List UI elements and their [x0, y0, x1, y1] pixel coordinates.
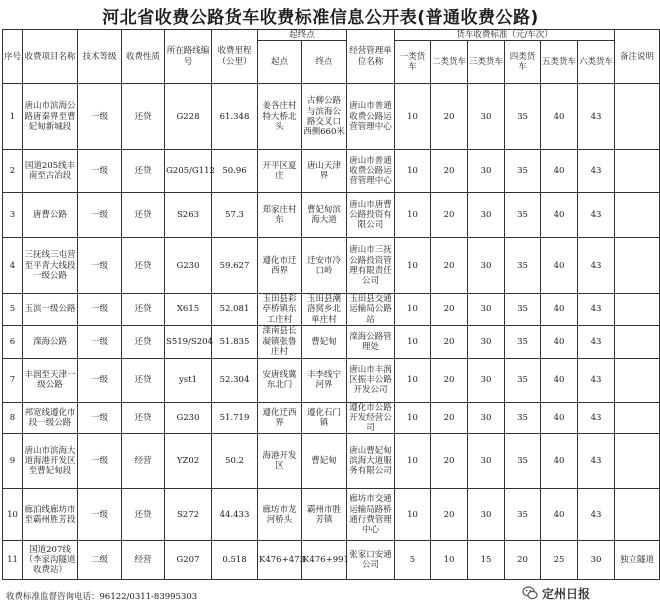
- cell-grade: 一级: [78, 294, 122, 326]
- cell-fee-class-2: 20: [431, 402, 468, 434]
- cell-nature: 还贷: [122, 358, 165, 402]
- header-end: 终点: [302, 41, 347, 84]
- cell-fee-class-6: 43: [578, 402, 615, 434]
- cell-operator: 遵化市公路开发经营公司: [347, 402, 395, 434]
- cell-fee-class-3: 30: [468, 434, 505, 489]
- table-row: [3, 238, 660, 294]
- cell-project: 邦宽线遵化市段一级公路: [23, 402, 78, 434]
- cell-fee-class-6: 43: [578, 238, 615, 294]
- cell-mileage: 51.719: [212, 402, 258, 434]
- cell-project: 国道207线（李家沟隧道收费站）: [23, 541, 78, 580]
- cell-fee-class-3: 30: [468, 294, 505, 326]
- cell-nature: 还贷: [122, 402, 165, 434]
- cell-fee-class-3: 30: [468, 238, 505, 294]
- cell-fee-class-5: 40: [541, 489, 578, 541]
- cell-remark: [615, 402, 660, 434]
- cell-fee-class-6: 43: [578, 294, 615, 326]
- cell-end: 霸州市胜芳镇: [302, 489, 347, 541]
- cell-fee-class-4: 35: [505, 434, 541, 489]
- cell-grade: 一级: [78, 358, 122, 402]
- cell-fee-class-6: 43: [578, 84, 615, 150]
- cell-end: 迁安市冷口岭: [302, 238, 347, 294]
- cell-nature: 还贷: [122, 84, 165, 150]
- cell-operator: 张家口安通公司: [347, 541, 395, 580]
- cell-seq: 6: [3, 325, 23, 358]
- table-row: [3, 325, 660, 358]
- cell-fee-class-2: 20: [431, 358, 468, 402]
- table-row: [3, 402, 660, 434]
- cell-grade: 一级: [78, 325, 122, 358]
- cell-grade: 一级: [78, 434, 122, 489]
- cell-fee-class-1: 10: [395, 402, 431, 434]
- cell-seq: 10: [3, 489, 23, 541]
- cell-start: 遵化迁西界: [258, 402, 302, 434]
- cell-route: yst1: [165, 358, 212, 402]
- cell-fee-class-1: 10: [395, 193, 431, 238]
- cell-remark: [615, 434, 660, 489]
- cell-operator: 唐山市三抚公路投资管理有限责任公司: [347, 238, 395, 294]
- cell-route: YZ02: [165, 434, 212, 489]
- cell-grade: 一级: [78, 84, 122, 150]
- cell-operator: 唐山市丰润区振丰公路开发公司: [347, 358, 395, 402]
- cell-remark: [615, 294, 660, 326]
- cell-end: 古柳公路与滨海公路交叉口西侧660米: [302, 84, 347, 150]
- cell-seq: 7: [3, 358, 23, 402]
- cell-mileage: 61.348: [212, 84, 258, 150]
- cell-seq: 9: [3, 434, 23, 489]
- header-truck-class-5: 五类货车: [541, 41, 578, 84]
- cell-fee-class-5: 40: [541, 150, 578, 193]
- cell-fee-class-1: 10: [395, 150, 431, 193]
- cell-end: 唐山天津界: [302, 150, 347, 193]
- cell-fee-class-3: 15: [468, 541, 505, 580]
- cell-fee-class-2: 20: [431, 434, 468, 489]
- cell-fee-class-2: 20: [431, 238, 468, 294]
- cell-fee-class-6: 43: [578, 358, 615, 402]
- cell-seq: 2: [3, 150, 23, 193]
- cell-mileage: 52.304: [212, 358, 258, 402]
- cell-fee-class-3: 30: [468, 325, 505, 358]
- cell-project: 玉滨一级公路: [23, 294, 78, 326]
- cell-project: 唐曹公路: [23, 193, 78, 238]
- cell-remark: [615, 238, 660, 294]
- cell-route: G228: [165, 84, 212, 150]
- watermark: [522, 583, 590, 603]
- cell-fee-class-6: 30: [578, 541, 615, 580]
- cell-seq: 8: [3, 402, 23, 434]
- table-row: [3, 150, 660, 193]
- cell-fee-class-4: 35: [505, 193, 541, 238]
- table-row: [3, 434, 660, 489]
- cell-operator: 唐山市唐曹公路投资有限公司: [347, 193, 395, 238]
- cell-fee-class-2: 20: [431, 325, 468, 358]
- table-row: [3, 541, 660, 580]
- cell-start: 廊坊市龙河桥头: [258, 489, 302, 541]
- cell-end: 曹妃甸滨海大道: [302, 193, 347, 238]
- header-truck-class-6: 六类货车: [578, 41, 615, 84]
- cell-route: S263: [165, 193, 212, 238]
- cell-project: 国道205线丰南至古冶段: [23, 150, 78, 193]
- cell-project: 丰润至天津一级公路: [23, 358, 78, 402]
- cell-operator: 廊坊市交通运输局路桥通行费管理中心: [347, 489, 395, 541]
- cell-grade: 一级: [78, 402, 122, 434]
- table-row: [3, 489, 660, 541]
- cell-nature: 经营: [122, 434, 165, 489]
- cell-remark: [615, 84, 660, 150]
- header-truck-class-4: 四类货车: [505, 41, 541, 84]
- page-title: 河北省收费公路货车收费标准信息公开表(普通收费公路): [102, 8, 539, 28]
- cell-fee-class-2: 20: [431, 84, 468, 150]
- cell-end: 曹妃甸: [302, 434, 347, 489]
- cell-fee-class-4: 35: [505, 238, 541, 294]
- cell-seq: 11: [3, 541, 23, 580]
- cell-fee-class-5: 40: [541, 84, 578, 150]
- header-project: 收费项目名称: [23, 30, 78, 84]
- cell-nature: 还贷: [122, 193, 165, 238]
- cell-project: 唐山市滨海大道海港开发区至曹妃甸段: [23, 434, 78, 489]
- consult-phone: 收费标准监督咨询电话：96122/0311-83995303: [6, 592, 198, 602]
- cell-mileage: 44.433: [212, 489, 258, 541]
- header-operator: 经营管理单位名称: [347, 30, 395, 84]
- cell-fee-class-2: 20: [431, 150, 468, 193]
- cell-fee-class-4: 35: [505, 84, 541, 150]
- cell-start: 遵化市迁西界: [258, 238, 302, 294]
- toll-table: [2, 29, 660, 580]
- cell-operator: 唐山市普通收费公路运营管理中心: [347, 150, 395, 193]
- cell-start: 姜各庄村特大桥北头: [258, 84, 302, 150]
- cell-mileage: 51.835: [212, 325, 258, 358]
- cell-nature: 还贷: [122, 150, 165, 193]
- cell-fee-class-2: 20: [431, 193, 468, 238]
- cell-nature: 经营: [122, 541, 165, 580]
- cell-fee-class-6: 43: [578, 193, 615, 238]
- cell-seq: 3: [3, 193, 23, 238]
- cell-fee-class-5: 40: [541, 238, 578, 294]
- cell-grade: 二级: [78, 541, 122, 580]
- cell-remark: [615, 193, 660, 238]
- cell-seq: 5: [3, 294, 23, 326]
- table-row: [3, 84, 660, 150]
- cell-fee-class-1: 10: [395, 294, 431, 326]
- cell-start: 安唐线冀东北门: [258, 358, 302, 402]
- cell-operator: 滦海公路管理处: [347, 325, 395, 358]
- watermark-text: 定州日报: [542, 586, 591, 601]
- cell-route: G230: [165, 238, 212, 294]
- cell-fee-class-3: 30: [468, 489, 505, 541]
- cell-route: S272: [165, 489, 212, 541]
- cell-mileage: 52.081: [212, 294, 258, 326]
- cell-operator: 唐山市普通收费公路运营管理中心: [347, 84, 395, 150]
- cell-fee-class-4: 35: [505, 489, 541, 541]
- header-mileage: 收费里程（公里）: [212, 30, 258, 84]
- header-nature: 收费性质: [122, 30, 165, 84]
- cell-grade: 一级: [78, 238, 122, 294]
- cell-fee-class-3: 30: [468, 193, 505, 238]
- cell-operator: 唐山曹妃甸滨海大道服务有限公司: [347, 434, 395, 489]
- cell-fee-class-5: 40: [541, 294, 578, 326]
- header-fee-group: 货车收费标准（元/车次）: [395, 30, 615, 41]
- header-seq: 序号: [3, 30, 23, 84]
- cell-nature: 还贷: [122, 489, 165, 541]
- cell-fee-class-3: 30: [468, 84, 505, 150]
- cell-route: X615: [165, 294, 212, 326]
- table-row: [3, 358, 660, 402]
- cell-start: 郑家庄村东: [258, 193, 302, 238]
- cell-grade: 一级: [78, 150, 122, 193]
- cell-fee-class-6: 43: [578, 150, 615, 193]
- cell-start: 滦南县长凝镇张鲁庄村: [258, 325, 302, 358]
- cell-remark: [615, 358, 660, 402]
- cell-fee-class-3: 30: [468, 402, 505, 434]
- cell-fee-class-4: 35: [505, 402, 541, 434]
- cell-fee-class-4: 20: [505, 541, 541, 580]
- table-row: [3, 294, 660, 326]
- cell-fee-class-1: 10: [395, 489, 431, 541]
- header-truck-class-3: 三类货车: [468, 41, 505, 84]
- cell-mileage: 50.96: [212, 150, 258, 193]
- cell-remark: [615, 489, 660, 541]
- cell-fee-class-5: 25: [541, 541, 578, 580]
- cell-fee-class-4: 35: [505, 358, 541, 402]
- cell-seq: 4: [3, 238, 23, 294]
- cell-fee-class-6: 43: [578, 489, 615, 541]
- cell-fee-class-1: 10: [395, 434, 431, 489]
- cell-project: 廊泊线廊坊市至霸州胜芳段: [23, 489, 78, 541]
- cell-mileage: 57.3: [212, 193, 258, 238]
- cell-project: 三抚线三屯营至平青大线段一级公路: [23, 238, 78, 294]
- cell-fee-class-1: 10: [395, 325, 431, 358]
- header-truck-class-1: 一类货车: [395, 41, 431, 84]
- header-start: 起点: [258, 41, 302, 84]
- cell-project: 滦海公路: [23, 325, 78, 358]
- cell-end: 曹妃甸: [302, 325, 347, 358]
- cell-fee-class-3: 30: [468, 358, 505, 402]
- cell-mileage: 59.627: [212, 238, 258, 294]
- cell-fee-class-5: 40: [541, 402, 578, 434]
- cell-nature: 还贷: [122, 325, 165, 358]
- cell-route: G205/G112: [165, 150, 212, 193]
- cell-end: 玉田县潮洛窝乡北单庄村: [302, 294, 347, 326]
- cell-remark: 独立隧道: [615, 541, 660, 580]
- cell-route: G207: [165, 541, 212, 580]
- cell-fee-class-4: 35: [505, 294, 541, 326]
- cell-fee-class-1: 10: [395, 238, 431, 294]
- cell-fee-class-5: 40: [541, 358, 578, 402]
- header-truck-class-2: 二类货车: [431, 41, 468, 84]
- cell-fee-class-5: 40: [541, 193, 578, 238]
- cell-remark: [615, 325, 660, 358]
- wechat-icon: [522, 585, 538, 601]
- cell-fee-class-2: 10: [431, 541, 468, 580]
- header-remark: 备注说明: [615, 30, 660, 84]
- cell-fee-class-1: 10: [395, 84, 431, 150]
- cell-grade: 一级: [78, 489, 122, 541]
- cell-start: 开平区夏庄: [258, 150, 302, 193]
- table-row: [3, 193, 660, 238]
- cell-start: 玉田县彩亭桥镇东工庄村: [258, 294, 302, 326]
- cell-fee-class-4: 35: [505, 150, 541, 193]
- cell-seq: 1: [3, 84, 23, 150]
- cell-nature: 还贷: [122, 294, 165, 326]
- cell-fee-class-5: 40: [541, 434, 578, 489]
- cell-fee-class-5: 40: [541, 325, 578, 358]
- cell-grade: 一级: [78, 193, 122, 238]
- cell-fee-class-4: 35: [505, 325, 541, 358]
- cell-fee-class-6: 43: [578, 325, 615, 358]
- cell-fee-class-1: 10: [395, 358, 431, 402]
- cell-end: 丰李线宁河界: [302, 358, 347, 402]
- cell-fee-class-2: 20: [431, 294, 468, 326]
- cell-nature: 还贷: [122, 238, 165, 294]
- cell-mileage: 50.2: [212, 434, 258, 489]
- cell-route: G230: [165, 402, 212, 434]
- header-route-no: 所在路线编号: [165, 30, 212, 84]
- cell-end: 遵化石门镇: [302, 402, 347, 434]
- cell-project: 唐山市滨海公路唐秦界至曹妃甸新城段: [23, 84, 78, 150]
- header-endpoints: 起终点: [258, 30, 347, 41]
- cell-end: K476+991: [302, 541, 347, 580]
- cell-start: 海港开发区: [258, 434, 302, 489]
- cell-fee-class-2: 20: [431, 489, 468, 541]
- cell-mileage: 0.518: [212, 541, 258, 580]
- cell-fee-class-6: 43: [578, 434, 615, 489]
- cell-route: S519/S204: [165, 325, 212, 358]
- cell-fee-class-1: 5: [395, 541, 431, 580]
- header-grade: 技术等级: [78, 30, 122, 84]
- cell-remark: [615, 150, 660, 193]
- cell-fee-class-3: 30: [468, 150, 505, 193]
- cell-start: K476+473: [258, 541, 302, 580]
- cell-operator: 玉田县交通运输局公路站: [347, 294, 395, 326]
